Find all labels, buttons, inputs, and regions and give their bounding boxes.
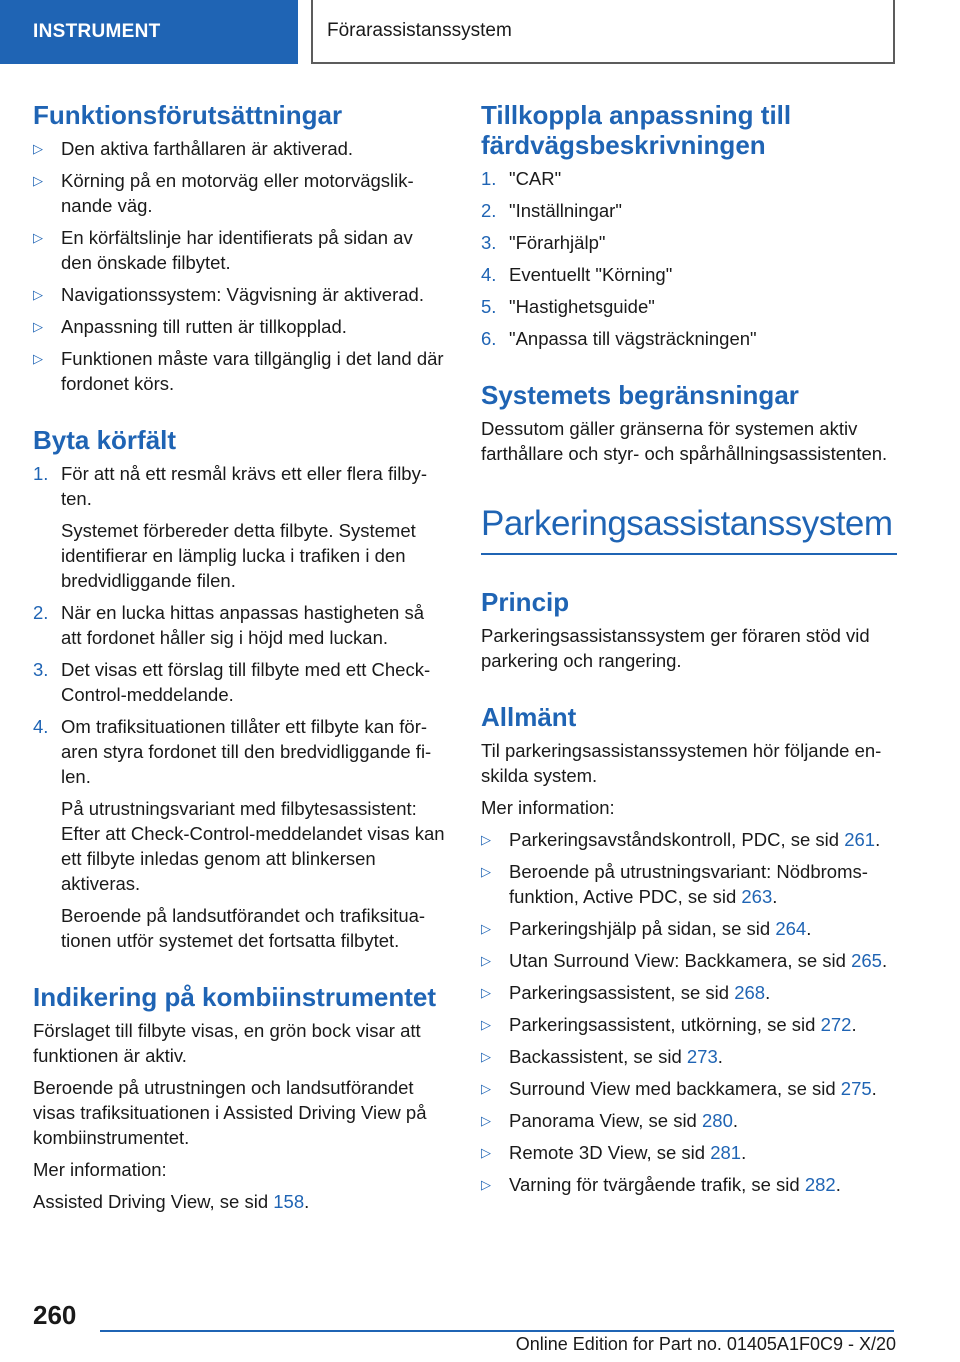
step-note: Systemet förbereder detta filbyte. Systemet identifierar en lämplig lucka i trafiken i den bredvidliggande filen. (61, 520, 416, 591)
section-label: INSTRUMENT (33, 21, 161, 42)
step-item: 6. "Anpassa till vägsträckningen" (481, 328, 757, 349)
route-steps (481, 166, 897, 351)
limits-heading: Systemets begränsningar (481, 380, 799, 410)
step-item: 1. För att nå ett resmål krävs ett eller flera filby-ten. Systemet förbereder detta filbyte. Systemet identifierar en lämplig lucka i trafiken i den bredvidliggande filen. (33, 461, 445, 593)
prereq-heading: Funktionsförutsättningar (33, 100, 343, 130)
footer-divider (100, 1330, 894, 1332)
step-number: 1. (33, 463, 49, 484)
list-item: ▷ Parkeringshjälp på sidan, se sid 264. (481, 918, 812, 939)
reference-line: Assisted Driving View, se sid 158. (33, 1191, 310, 1212)
triangle-bullet-icon: ▷ (481, 921, 491, 936)
limits-text: Dessutom gäller gränserna för systemen aktiv farthållare och styr- och spårhållningsassistenten. (481, 418, 888, 464)
step-number: 6. (481, 328, 497, 349)
step-item: 2. När en lucka hittas anpassas hastigheten så att fordonet håller sig i höjd med luckan. (33, 602, 425, 648)
triangle-bullet-icon: ▷ (33, 319, 43, 334)
chapter-heading: Parkeringsassistanssystem (481, 503, 897, 555)
step-item: 3. "Förarhjälp" (481, 232, 606, 253)
list-item: ▷ Utan Surround View: Backkamera, se sid 265. (481, 950, 888, 971)
page-link[interactable]: 158 (273, 1191, 305, 1212)
step-number: 3. (33, 659, 49, 680)
triangle-bullet-icon: ▷ (481, 985, 491, 1000)
step-number: 4. (481, 264, 497, 285)
list-item: ▷ Körning på en motorväg eller motorvägslik-nande väg. (33, 170, 414, 216)
step-item: 4. Om trafiksituationen tillåter ett filbyte kan för-aren styra fordonet till den bredvidliggande fi-len. På utrustningsvariant med filbytesassistent: Efter att Check-Control-meddelandet visas kan ett filbyte inledas genom att blinkersen aktiveras. Beroende på landsutförandet och trafiksitua-tionen utför systemet det fortsatta filbytet. (33, 716, 445, 951)
triangle-bullet-icon: ▷ (481, 1177, 491, 1192)
list-item: ▷ Backassistent, se sid 273. (481, 1046, 723, 1067)
triangle-bullet-icon: ▷ (33, 230, 43, 245)
list-item: ▷ Panorama View, se sid 280. (481, 1110, 739, 1131)
list-item: ▷ Surround View med backkamera, se sid 275. (481, 1078, 877, 1099)
triangle-bullet-icon: ▷ (33, 351, 43, 366)
chapter-title-text: Förarassistanssystem (327, 20, 512, 41)
section-tab (0, 0, 298, 64)
list-item: ▷ Funktionen måste vara tillgänglig i det land där fordonet körs. (33, 348, 444, 394)
principle-text: Parkeringsassistanssystem ger föraren stöd vid parkering och rangering. (481, 625, 870, 671)
page-link[interactable]: 263 (741, 886, 773, 907)
left-column (33, 100, 445, 1221)
list-item: ▷ Den aktiva farthållaren är aktiverad. (33, 138, 354, 159)
page-link[interactable]: 273 (686, 1046, 718, 1067)
page-link[interactable]: 275 (840, 1078, 872, 1099)
list-item: ▷ Parkeringsassistent, utkörning, se sid 272. (481, 1014, 857, 1035)
list-item: ▷ Varning för tvärgående trafik, se sid 282. (481, 1174, 841, 1195)
list-item: ▷ Anpassning till rutten är tillkopplad. (33, 316, 347, 337)
step-number: 4. (33, 716, 49, 737)
triangle-bullet-icon: ▷ (481, 832, 491, 847)
page-link[interactable]: 272 (820, 1014, 852, 1035)
route-heading: Tillkoppla anpassning till färdvägsbeskrivningen (481, 100, 792, 160)
triangle-bullet-icon: ▷ (481, 1017, 491, 1032)
page-number: 260 (33, 1300, 77, 1330)
step-number: 2. (481, 200, 497, 221)
step-number: 2. (33, 602, 49, 623)
step-item: 3. Det visas ett förslag till filbyte med ett Check-Control-meddelande. (33, 659, 431, 705)
general-text: Til parkeringsassistanssystemen hör följande en-skilda system. (481, 740, 882, 786)
list-item: ▷ Navigationssystem: Vägvisning är aktiverad. (33, 284, 424, 305)
list-item: ▷ En körfältslinje har identifierats på sidan av den önskade filbytet. (33, 227, 413, 273)
indication-text: Förslaget till filbyte visas, en grön bock visar att funktionen är aktiv. (33, 1020, 421, 1066)
triangle-bullet-icon: ▷ (33, 287, 43, 302)
step-item: 4. Eventuellt "Körning" (481, 264, 673, 285)
triangle-bullet-icon: ▷ (481, 1145, 491, 1160)
reference-list (481, 827, 897, 1197)
page-link[interactable]: 261 (844, 829, 876, 850)
step-note: På utrustningsvariant med filbytesassistent: Efter att Check-Control-meddelandet visas kan ett filbyte inledas genom att blinkersen aktiveras. (61, 798, 445, 894)
step-note: Beroende på landsutförandet och trafiksitua-tionen utför systemet det fortsatta filbytet. (61, 905, 426, 951)
lane-change-steps (33, 461, 445, 953)
step-number: 3. (481, 232, 497, 253)
triangle-bullet-icon: ▷ (481, 1049, 491, 1064)
page-link[interactable]: 281 (710, 1142, 742, 1163)
prereq-list (33, 136, 445, 396)
page-link[interactable]: 264 (775, 918, 807, 939)
step-item: 5. "Hastighetsguide" (481, 296, 655, 317)
step-item: 1. "CAR" (481, 168, 562, 189)
triangle-bullet-icon: ▷ (481, 953, 491, 968)
step-item: 2. "Inställningar" (481, 200, 622, 221)
triangle-bullet-icon: ▷ (481, 864, 491, 879)
more-info-label: Mer information: (481, 797, 615, 818)
triangle-bullet-icon: ▷ (481, 1113, 491, 1128)
right-column (481, 100, 897, 1204)
step-number: 1. (481, 168, 497, 189)
triangle-bullet-icon: ▷ (481, 1081, 491, 1096)
more-info-label: Mer information: (33, 1159, 167, 1180)
lane-change-heading: Byta körfält (33, 425, 177, 455)
list-item: ▷ Remote 3D View, se sid 281. (481, 1142, 747, 1163)
chapter-title (311, 0, 895, 64)
page-link[interactable]: 265 (851, 950, 882, 971)
indication-heading: Indikering på kombiinstrumentet (33, 982, 437, 1012)
list-item: ▷ Parkeringsassistent, se sid 268. (481, 982, 771, 1003)
indication-text: Beroende på utrustningen och landsutförandet visas trafiksituationen i Assisted Driving View på kombiinstrumentet. (33, 1077, 427, 1148)
triangle-bullet-icon: ▷ (33, 173, 43, 188)
page-link[interactable]: 282 (804, 1174, 836, 1195)
page-link[interactable]: 268 (734, 982, 766, 1003)
edition-footer: Online Edition for Part no. 01405A1F0C9 - X/20 (515, 1334, 896, 1354)
general-heading: Allmänt (481, 702, 577, 732)
page-link[interactable]: 280 (702, 1110, 733, 1131)
principle-heading: Princip (481, 587, 570, 617)
triangle-bullet-icon: ▷ (33, 141, 43, 156)
step-number: 5. (481, 296, 497, 317)
list-item: ▷ Beroende på utrustningsvariant: Nödbroms-funktion, Active PDC, se sid 263. (481, 861, 868, 907)
list-item: ▷ Parkeringsavståndskontroll, PDC, se sid 261. (481, 829, 881, 850)
